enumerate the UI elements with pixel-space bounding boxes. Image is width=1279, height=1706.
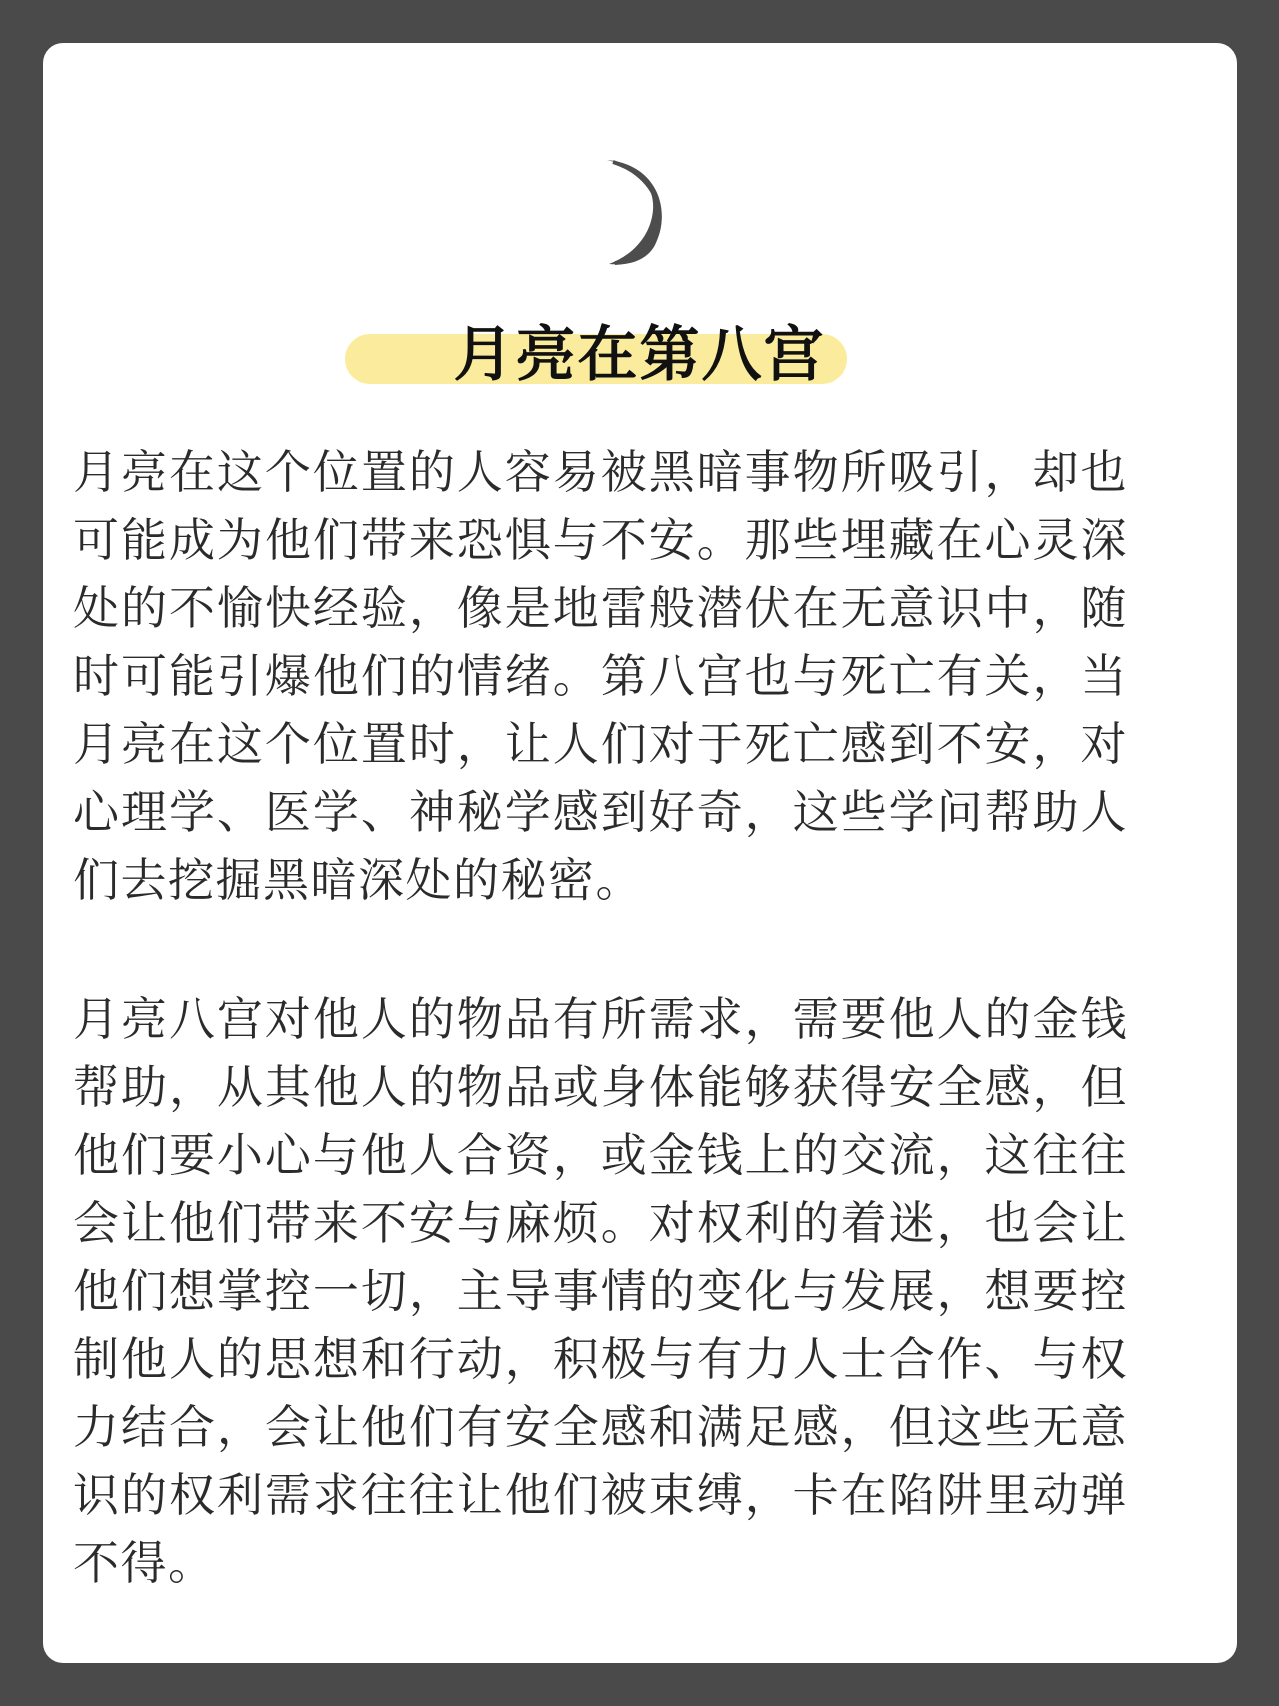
- paragraph-1: 月亮在这个位置的人容易被黑暗事物所吸引，却也可能成为他们带来恐惧与不安。那些埋藏在心灵深处的不愉快经验，像是地雷般潜伏在无意识中，随时可能引爆他们的情绪。第八宫也与死亡有关，当月亮在这个位置时，让人们对于死亡感到不安，对心理学、医学、神秘学感到好奇，这些学问帮助人们去挖掘黑暗深处的秘密。: [73, 445, 1128, 907]
- page-title: 月亮在第八宫: [453, 320, 826, 390]
- paragraph-2: 月亮八宫对他人的物品有所需求，需要他人的金钱帮助，从其他人的物品或身体能够获得安全感，但他们要小心与他人合资，或金钱上的交流，这往往会让他们带来不安与麻烦。对权利的着迷，也会让他们想掌控一切，主导事情的变化与发展，想要控制他人的思想和行动，积极与有力人士合作、与权力结合，会让他们有安全感和满足感，但这些无意识的权利需求往往让他们被束缚，卡在陷阱里动弹不得。: [73, 992, 1128, 1590]
- crescent-moon-icon: [585, 150, 715, 270]
